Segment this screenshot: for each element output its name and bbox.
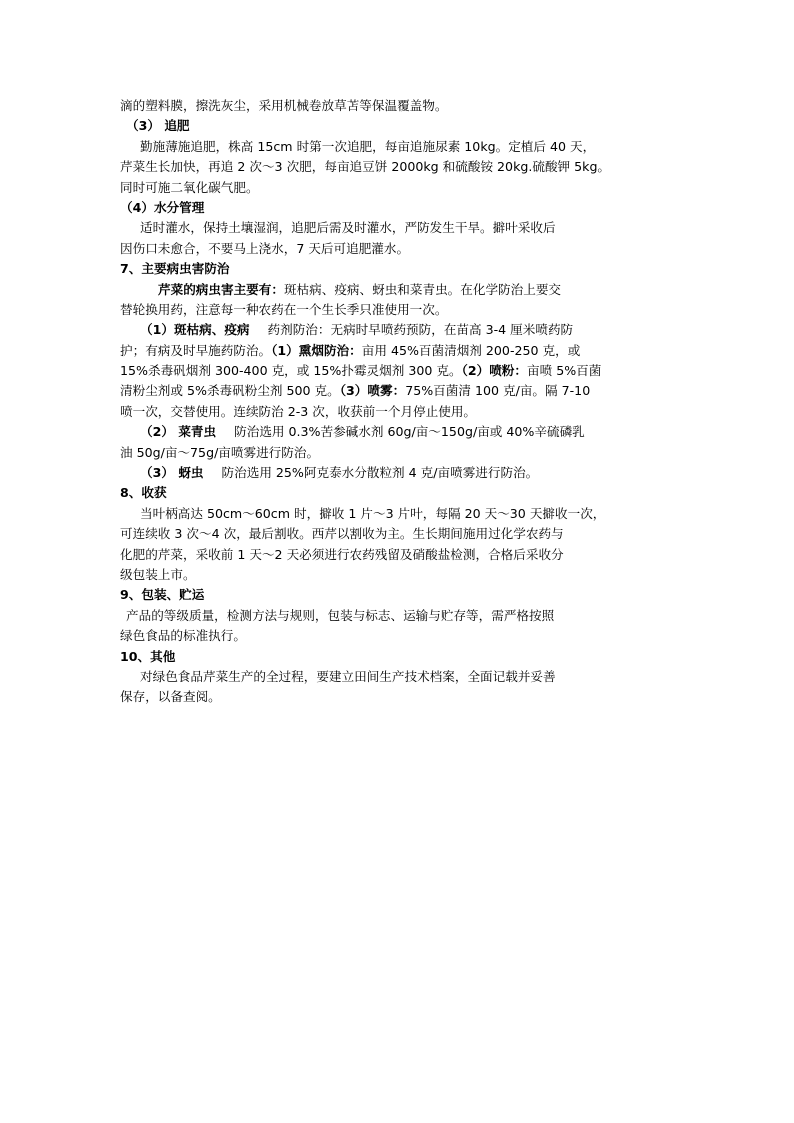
inline-bold-text: （3）喷雾：: [339, 383, 406, 399]
inline-text: 防治选用 25%阿克泰水分散粒剂 4 克/亩喷雾进行防治。: [221, 465, 539, 481]
inline-bold-text: （1）熏烟防治：: [271, 342, 362, 358]
paragraph-line: 油 50g/亩～75g/亩喷雾进行防治。: [120, 444, 320, 460]
inline-text: 清粉尘剂或 5%杀毒矾粉尘剂 500 克。: [120, 383, 340, 399]
paragraph-line: 当叶柄高达 50cm～60cm 时，擗收 1 片～3 片叶，每隔 20 天～30 天擗收一次，: [140, 505, 606, 521]
inline-text: 防治选用 0.3%苦参碱水剂 60g/亩～150g/亩或 40%辛硫磷乳: [234, 424, 585, 440]
paragraph-line: 滴的塑料膜，擦洗灰尘，采用机械卷放草苫等保温覆盖物。: [120, 98, 448, 113]
inline-bold-text: （1）斑枯病、疫病: [140, 322, 250, 338]
inline-text: 护；有病及时早施药防治。: [120, 342, 272, 358]
paragraph-line: [120, 422, 686, 442]
inline-bold-text: （2）喷粉：: [461, 363, 527, 379]
section-heading-fertilizing: （3） 追肥: [126, 118, 190, 134]
inline-bold-text: （3） 蚜虫: [140, 465, 204, 481]
paragraph-line: 因伤口未愈合，不要马上浇水，7 天后可追肥灌水。: [120, 240, 410, 256]
paragraph-line: 芹菜生长加快，再追 2 次～3 次肥，每亩追豆饼 2000kg 和硫酸铵 20kg.硫酸钾 5kg。: [120, 159, 611, 175]
inline-text: 药剂防治：无病时早喷药预防，在苗高 3-4 厘米喷药防: [267, 322, 574, 338]
paragraph-line: [120, 280, 686, 300]
paragraph-line: 喷一次，交替使用。连续防治 2-3 次，收获前一个月停止使用。: [120, 403, 477, 419]
paragraph-line: 对绿色食品芹菜生产的全过程，要建立田间生产技术档案，全面记载并妥善: [140, 668, 556, 684]
inline-bold-text: （2） 菜青虫: [140, 424, 217, 440]
paragraph-line: 可连续收 3 次～4 次，最后割收。西芹以割收为主。生长期间施用过化学农药与: [120, 526, 564, 542]
section-heading-other: 10、其他: [120, 648, 176, 664]
paragraph-line: 保存，以备查阅。: [120, 689, 221, 705]
paragraph-line: [120, 320, 686, 340]
section-heading-water: （4）水分管理: [120, 199, 205, 215]
inline-text: 15%杀毒矾烟剂 300-400 克，或 15%扑霉灵烟剂 300 克。: [120, 363, 462, 379]
inline-text: 斑枯病、疫病、蚜虫和菜青虫。在化学防治上要交: [283, 281, 561, 297]
document-body: [120, 96, 686, 708]
section-heading-packaging: 9、包装、贮运: [120, 587, 205, 603]
paragraph-line: [120, 341, 686, 361]
inline-bold-text: 芹菜的病虫害主要有：: [158, 281, 284, 297]
section-heading-pest-control: 7、主要病虫害防治: [120, 261, 230, 277]
paragraph-line: 适时灌水，保持土壤湿润，追肥后需及时灌水，严防发生干旱。擗叶采收后: [140, 220, 556, 236]
paragraph-line: 化肥的芹菜，采收前 1 天～2 天必须进行农药残留及硝酸盐检测，合格后采收分: [120, 546, 564, 562]
paragraph-line: 级包装上市。: [120, 566, 196, 582]
inline-text: 亩用 45%百菌清烟剂 200-250 克，或: [361, 342, 581, 358]
paragraph-line: [120, 463, 686, 483]
paragraph-line: 勤施薄施追肥，株高 15cm 时第一次追肥，每亩追施尿素 10kg。定植后 40 天，: [140, 138, 596, 154]
paragraph-line: 同时可施二氧化碳气肥。: [120, 179, 259, 195]
section-heading-harvest: 8、收获: [120, 485, 167, 501]
inline-text: 亩喷 5%百菌: [527, 363, 602, 379]
paragraph-line: 产品的等级质量，检测方法与规则，包装与标志、运输与贮存等，需严格按照: [126, 607, 555, 623]
paragraph-line: 绿色食品的标准执行。: [120, 628, 246, 644]
inline-text: 75%百菌清 100 克/亩。隔 7-10: [405, 383, 591, 399]
paragraph-line: [120, 361, 686, 381]
paragraph-line: 替轮换用药，注意每一种农药在一个生长季只准使用一次。: [120, 301, 448, 317]
paragraph-line: [120, 381, 686, 401]
